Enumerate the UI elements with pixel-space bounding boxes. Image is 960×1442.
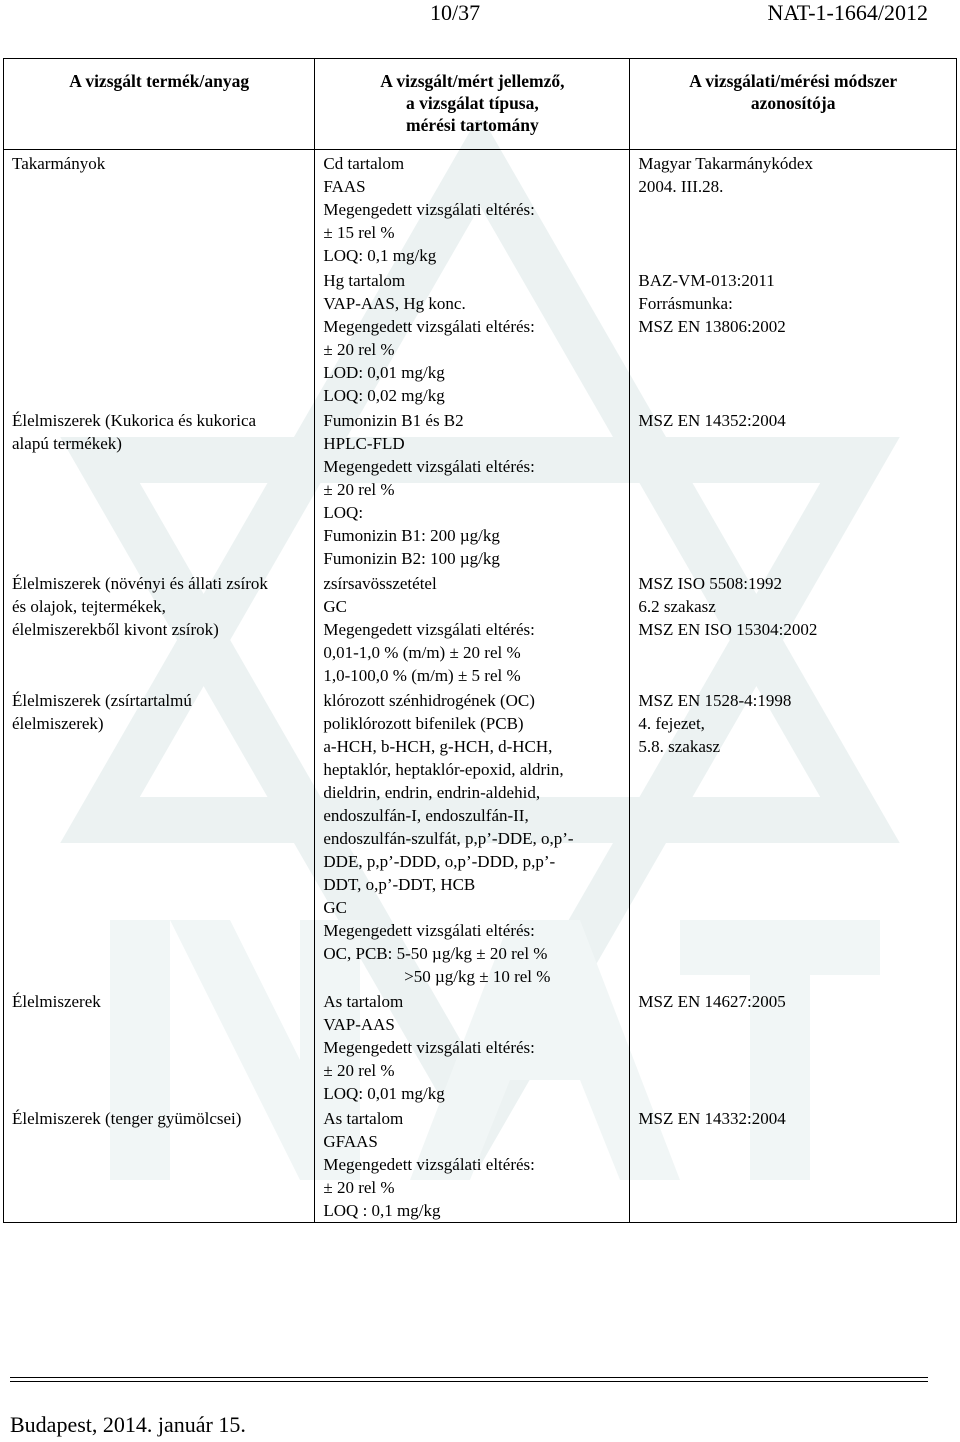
parameter-line: As tartalom	[323, 1109, 404, 1128]
parameter-line: heptaklór, heptaklór-epoxid, aldrin,	[323, 760, 564, 779]
parameter-line: Fumonizin B1: 200 µg/kg	[323, 526, 500, 545]
table-row	[4, 1105, 957, 1223]
table-row	[4, 150, 957, 268]
parameter-line: dieldrin, endrin, endrin-aldehid,	[323, 783, 541, 802]
parameter-line: Fumonizin B2: 100 µg/kg	[323, 549, 500, 568]
parameter-line: >50 µg/kg ± 10 rel %	[323, 967, 551, 986]
parameter-line: 1,0-100,0 % (m/m) ± 5 rel %	[323, 666, 521, 685]
column-header-line: azonosítója	[750, 93, 836, 113]
parameter-line: LOD: 0,01 mg/kg	[323, 363, 445, 382]
column-header-parameter	[315, 59, 630, 150]
parameter-line: endoszulfán-I, endoszulfán-II,	[323, 806, 529, 825]
parameter-cell	[315, 570, 630, 687]
parameter-line: LOQ: 0,02 mg/kg	[323, 386, 445, 405]
product-line: Élelmiszerek	[12, 992, 101, 1011]
document-id: NAT-1-1664/2012	[767, 0, 928, 25]
table-row	[4, 687, 957, 988]
parameter-line: ± 20 rel %	[323, 340, 395, 359]
parameter-line: LOQ : 0,1 mg/kg	[323, 1201, 441, 1220]
parameter-line: a-HCH, b-HCH, g-HCH, d-HCH,	[323, 737, 553, 756]
parameter-line: LOQ:	[323, 503, 364, 522]
parameter-cell	[315, 150, 630, 268]
parameter-line: ± 15 rel %	[323, 223, 395, 242]
footer-rule-top	[10, 1377, 928, 1378]
product-line: és olajok, tejtermékek,	[12, 597, 166, 616]
product-cell	[4, 150, 315, 268]
product-cell	[4, 1105, 315, 1223]
parameter-cell	[315, 687, 630, 988]
parameter-line: Fumonizin B1 és B2	[323, 411, 464, 430]
table-header-row	[4, 59, 957, 150]
product-cell	[4, 988, 315, 1105]
product-line: Élelmiszerek (zsírtartalmú	[12, 691, 192, 710]
parameter-cell	[315, 988, 630, 1105]
parameter-line: Hg tartalom	[323, 271, 406, 290]
column-header-line: A vizsgálati/mérési módszer	[689, 71, 898, 91]
column-header-line: a vizsgálat típusa,	[406, 93, 539, 113]
parameter-line: Cd tartalom	[323, 154, 405, 173]
parameter-line: 0,01-1,0 % (m/m) ± 20 rel %	[323, 643, 521, 662]
product-line: Élelmiszerek (tenger gyümölcsei)	[12, 1109, 242, 1128]
method-line: MSZ EN 14627:2005	[638, 992, 786, 1011]
column-header-line: A vizsgált termék/anyag	[69, 71, 250, 91]
table-row	[4, 988, 957, 1105]
product-cell	[4, 687, 315, 988]
method-cell	[630, 407, 957, 570]
parameter-line: FAAS	[323, 177, 366, 196]
method-line: 6.2 szakasz	[638, 597, 716, 616]
column-header-method	[630, 59, 957, 150]
method-line: MSZ EN 14332:2004	[638, 1109, 786, 1128]
method-line: MSZ EN 14352:2004	[638, 411, 786, 430]
parameter-line: HPLC-FLD	[323, 434, 405, 453]
footer-rule-bottom	[10, 1381, 928, 1382]
method-line: MSZ EN 1528-4:1998	[638, 691, 792, 710]
table-row	[4, 570, 957, 687]
method-line: 5.8. szakasz	[638, 737, 721, 756]
method-cell	[630, 150, 957, 268]
parameter-line: Megengedett vizsgálati eltérés:	[323, 200, 535, 219]
method-line: 2004. III.28.	[638, 177, 724, 196]
column-header-line: A vizsgált/mért jellemző,	[380, 71, 565, 91]
method-line: 4. fejezet,	[638, 714, 705, 733]
parameter-line: Megengedett vizsgálati eltérés:	[323, 921, 535, 940]
parameter-line: VAP-AAS, Hg konc.	[323, 294, 466, 313]
parameter-line: endoszulfán-szulfát, p,p’-DDE, o,p’-	[323, 829, 574, 848]
product-cell	[4, 267, 315, 407]
parameter-line: OC, PCB: 5-50 µg/kg ± 20 rel %	[323, 944, 548, 963]
parameter-line: ± 20 rel %	[323, 1178, 395, 1197]
method-cell	[630, 570, 957, 687]
parameter-line: LOQ: 0,1 mg/kg	[323, 246, 437, 265]
parameter-line: DDT, o,p’-DDT, HCB	[323, 875, 476, 894]
parameter-line: klórozott szénhidrogének (OC)	[323, 691, 535, 710]
product-line: élelmiszerek)	[12, 714, 104, 733]
product-line: Élelmiszerek (Kukorica és kukorica	[12, 411, 257, 430]
parameter-line: Megengedett vizsgálati eltérés:	[323, 317, 535, 336]
parameter-line: ± 20 rel %	[323, 1061, 395, 1080]
method-line: MSZ EN ISO 15304:2002	[638, 620, 818, 639]
column-header-product	[4, 59, 315, 150]
product-cell	[4, 570, 315, 687]
accreditation-table	[3, 58, 957, 1223]
parameter-line: Megengedett vizsgálati eltérés:	[323, 1155, 535, 1174]
page-number: 10/37	[430, 0, 481, 25]
method-line: MSZ EN 13806:2002	[638, 317, 786, 336]
parameter-line: GC	[323, 898, 348, 917]
product-line: Élelmiszerek (növényi és állati zsírok	[12, 574, 268, 593]
method-line: BAZ-VM-013:2011	[638, 271, 775, 290]
parameter-line: poliklórozott bifenilek (PCB)	[323, 714, 524, 733]
parameter-line: zsírsavösszetétel	[323, 574, 437, 593]
parameter-line: DDE, p,p’-DDD, o,p’-DDD, p,p’-	[323, 852, 556, 871]
parameter-line: LOQ: 0,01 mg/kg	[323, 1084, 445, 1103]
parameter-cell	[315, 267, 630, 407]
method-cell	[630, 267, 957, 407]
product-cell	[4, 407, 315, 570]
product-line: élelmiszerekből kivont zsírok)	[12, 620, 219, 639]
parameter-line: GFAAS	[323, 1132, 378, 1151]
method-line: Forrásmunka:	[638, 294, 733, 313]
parameter-line: Megengedett vizsgálati eltérés:	[323, 1038, 535, 1057]
footer-place-date: Budapest, 2014. január 15.	[10, 1412, 246, 1437]
method-line: Magyar Takarmánykódex	[638, 154, 813, 173]
parameter-cell	[315, 407, 630, 570]
table-row	[4, 267, 957, 407]
product-line: Takarmányok	[12, 154, 106, 173]
product-line: alapú termékek)	[12, 434, 122, 453]
parameter-line: Megengedett vizsgálati eltérés:	[323, 620, 535, 639]
method-cell	[630, 988, 957, 1105]
column-header-line: mérési tartomány	[406, 115, 539, 135]
parameter-line: VAP-AAS	[323, 1015, 395, 1034]
parameter-cell	[315, 1105, 630, 1223]
parameter-line: As tartalom	[323, 992, 404, 1011]
table-row	[4, 407, 957, 570]
table-body	[4, 150, 957, 1223]
method-cell	[630, 1105, 957, 1223]
method-cell	[630, 687, 957, 988]
method-line: MSZ ISO 5508:1992	[638, 574, 782, 593]
parameter-line: Megengedett vizsgálati eltérés:	[323, 457, 535, 476]
parameter-line: ± 20 rel %	[323, 480, 395, 499]
parameter-line: GC	[323, 597, 348, 616]
